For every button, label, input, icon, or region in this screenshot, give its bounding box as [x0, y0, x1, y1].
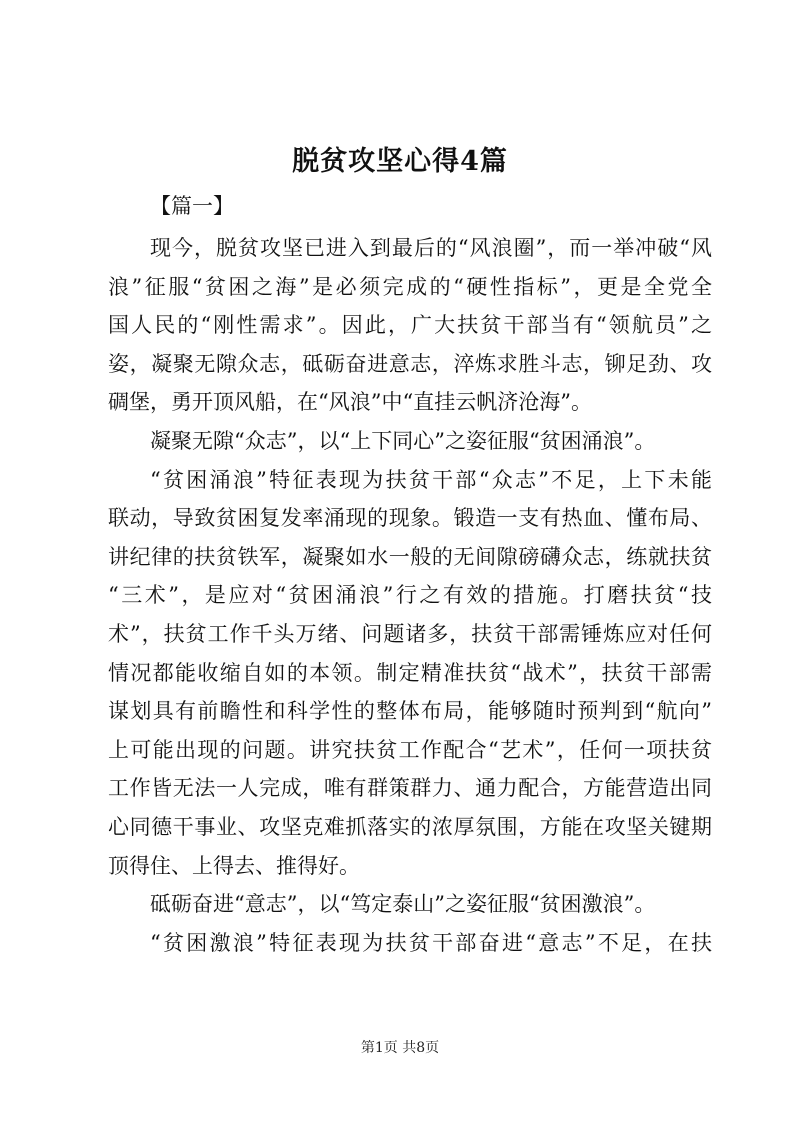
text-line: 谋划具有前瞻性和科学性的整体布局，能够随时预判到“航向”	[108, 699, 712, 724]
text-line: 砥砺奋进“意志”，以“笃定泰山”之姿征服“贫困激浪”。	[150, 892, 656, 917]
text-line: 碉堡，勇开顶风船，在“风浪”中“直挂云帆济沧海”。	[108, 390, 592, 415]
text-line: 上可能出现的问题。讲究扶贫工作配合“艺术”，任何一项扶贫	[108, 737, 712, 762]
text-line: 顶得住、上得去、推得好。	[108, 853, 360, 878]
text-line: “三术”，是应对“贫困涌浪”行之有效的措施。打磨扶贫“技	[108, 583, 712, 608]
text-line: 国人民的“刚性需求”。因此，广大扶贫干部当有“领航员”之	[108, 313, 712, 338]
section-heading: 【篇一】	[150, 194, 234, 218]
page-number-footer: 第1页 共8页	[360, 1040, 440, 1056]
text-line: 工作皆无法一人完成，唯有群策群力、通力配合，方能营造出同	[108, 776, 712, 801]
text-line: “贫困涌浪”特征表现为扶贫干部“众志”不足，上下未能	[150, 467, 712, 492]
text-line: 情况都能收缩自如的本领。制定精准扶贫“战术”，扶贫干部需	[108, 660, 712, 685]
document-title: 脱贫攻坚心得4篇	[292, 146, 508, 177]
text-line: 浪”征服“贫困之海”是必须完成的“硬性指标”，更是全党全	[108, 274, 712, 299]
text-line: 术”，扶贫工作千头万绪、问题诸多，扶贫干部需锤炼应对任何	[108, 621, 712, 646]
text-line: 现今，脱贫攻坚已进入到最后的“风浪圈”，而一举冲破“风	[150, 236, 712, 260]
text-line: 联动，导致贫困复发率涌现的现象。锻造一支有热血、懂布局、	[108, 506, 712, 531]
text-line: 讲纪律的扶贫铁军，凝聚如水一般的无间隙磅礴众志，练就扶贫	[108, 544, 712, 569]
text-line: 心同德干事业、攻坚克难抓落实的浓厚氛围，方能在攻坚关键期	[108, 814, 712, 839]
document-body	[108, 229, 712, 962]
text-line: 凝聚无隙“众志”，以“上下同心”之姿征服“贫困涌浪”。	[150, 428, 656, 453]
text-line: 姿，凝聚无隙众志，砥砺奋进意志，淬炼求胜斗志，铆足劲、攻	[108, 351, 712, 376]
text-line: “贫困激浪”特征表现为扶贫干部奋进“意志”不足，在扶	[150, 930, 712, 955]
